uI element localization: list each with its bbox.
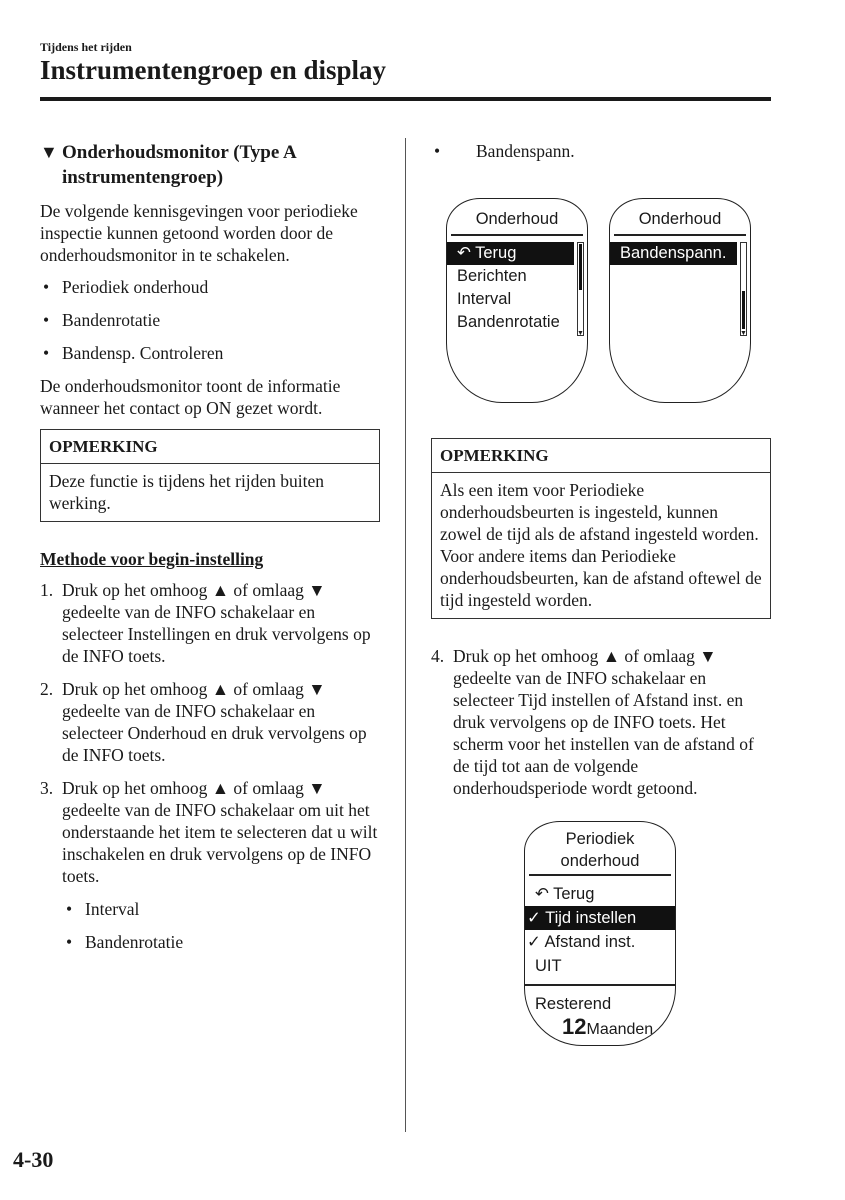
lcd-divider (614, 234, 746, 236)
triangle-down-icon: ▼ (40, 142, 58, 162)
step-number: 1. (40, 580, 54, 600)
lcd-title-line: onderhoud (560, 852, 640, 870)
lcd-item: Bandenrotatie (457, 313, 560, 331)
display-screens (431, 140, 771, 410)
note-heading: OPMERKING (41, 430, 379, 464)
lcd-divider (525, 984, 675, 986)
lcd-screen-maintenance (446, 198, 588, 403)
lcd-scroll-thumb (742, 291, 745, 329)
list-item: • Bandenrotatie (40, 931, 380, 953)
lcd-title-line: Periodiek (565, 830, 635, 848)
lcd-scrollbar (577, 242, 584, 336)
lcd-item-selected (525, 906, 675, 930)
note-text: Deze functie is tijdens het rijden buiten werking. (49, 471, 325, 513)
list-item: • Periodiek onderhoud (40, 276, 380, 298)
remaining-value: 12 (562, 1014, 587, 1039)
step-text: Druk op het omhoog ▲ of omlaag ▼ gedeelte van de INFO schakelaar en selecteer Onderhoud en druk vervolgens op de INFO toets. (62, 679, 367, 765)
lcd-item-back (447, 242, 574, 265)
lcd-item: UIT (535, 957, 562, 975)
column-divider (405, 138, 406, 1132)
step-number: 4. (431, 646, 445, 666)
lcd-screen-tire-pressure (609, 198, 751, 403)
lcd-divider (529, 874, 671, 876)
back-arrow-icon: ↶ (535, 885, 549, 903)
step-text: Druk op het omhoog ▲ of omlaag ▼ gedeelte van de INFO schakelaar en selecteer Instellingen en druk vervolgens op de INFO toets. (62, 580, 371, 666)
lcd-menu (447, 242, 587, 337)
lcd-screen-periodic-maintenance (524, 821, 676, 1046)
list-item: • Bandenrotatie (40, 309, 380, 331)
title-rule (40, 97, 771, 101)
page-title: Instrumentengroep en display (40, 55, 387, 85)
step-item (40, 777, 380, 887)
lcd-item-label: Terug (553, 885, 595, 903)
section-heading-text: Onderhoudsmonitor (Type A instrumentengroep) (62, 142, 296, 188)
info-paragraph: De onderhoudsmonitor toont de informatie wanneer het contact op ON gezet wordt. (40, 376, 341, 418)
note-box (40, 429, 380, 522)
page-number: 4-30 (13, 1147, 54, 1172)
intro-paragraph: De volgende kennisgevingen voor periodieke inspectie kunnen getoond worden door de onderhoudsmonitor in te schakelen. (40, 201, 358, 265)
lcd-item-label: Terug (475, 244, 517, 262)
step-item (40, 678, 380, 766)
lcd-item: Interval (457, 290, 512, 308)
remaining-label: Resterend (535, 995, 612, 1013)
step-text: Druk op het omhoog ▲ of omlaag ▼ gedeelte van de INFO schakelaar en selecteer Tijd instellen of Afstand inst. en druk vervolgens op de INFO toets. Het scherm voor het instellen van de afstand of de tijd tot aan de volgende onderhoudsperiode wordt getoond. (453, 646, 754, 798)
list-item: • Interval (40, 898, 380, 920)
chapter-label: Tijdens het rijden (40, 40, 132, 54)
lcd-scroll-thumb (579, 244, 582, 290)
step-item (40, 579, 380, 667)
lcd-item-selected: Bandenspann. (610, 242, 737, 265)
note-text: Als een item voor Periodieke onderhoudsbeurten is ingesteld, kunnen zowel de tijd als de afstand ingesteld worden. Voor andere items dan Periodieke onderhoudsbeurten, kan de afstand oftewel de tijd ingesteld worden. (440, 480, 762, 610)
lcd-menu (610, 242, 750, 337)
remaining-readout (525, 1016, 675, 1041)
sub-list (40, 898, 380, 953)
lcd-item-back (525, 882, 675, 906)
method-heading: Methode voor begin-instelling (40, 549, 264, 569)
steps-list-continued (431, 645, 771, 799)
back-arrow-icon: ↶ (457, 244, 471, 262)
lcd-item: Berichten (457, 267, 527, 285)
lcd-item-label: Afstand inst. (544, 933, 636, 951)
section-heading (40, 140, 380, 190)
right-column (431, 140, 771, 1053)
list-item: • Bandenspann. (431, 140, 771, 162)
remaining-unit: Maanden (586, 1021, 654, 1038)
lcd-divider (451, 234, 583, 236)
lcd-menu (525, 882, 675, 978)
list-item: • Bandensp. Controleren (40, 342, 380, 364)
display-screen-periodic (431, 821, 771, 1053)
steps-list (40, 579, 380, 887)
lcd-item-label: Tijd instellen (545, 909, 637, 927)
left-column (40, 140, 380, 964)
scroll-down-arrow-icon: ▼ (740, 330, 747, 337)
step-number: 2. (40, 679, 54, 699)
step-number: 3. (40, 778, 54, 798)
notification-list (40, 276, 380, 364)
lcd-title: Onderhoud (638, 210, 722, 228)
lcd-scrollbar (740, 242, 747, 336)
lcd-item (525, 930, 675, 954)
scroll-down-arrow-icon: ▼ (577, 330, 584, 337)
note-box (431, 438, 771, 619)
check-icon: ✓ (527, 933, 541, 951)
step-text: Druk op het omhoog ▲ of omlaag ▼ gedeelte van de INFO schakelaar om uit het onderstaande het item te selecteren dat u wilt inschakelen en druk vervolgens op de INFO toets. (62, 778, 378, 886)
step-item (431, 645, 771, 799)
lcd-title: Onderhoud (475, 210, 559, 228)
check-icon: ✓ (527, 909, 541, 927)
lcd-title (525, 828, 675, 874)
note-heading: OPMERKING (432, 439, 770, 473)
